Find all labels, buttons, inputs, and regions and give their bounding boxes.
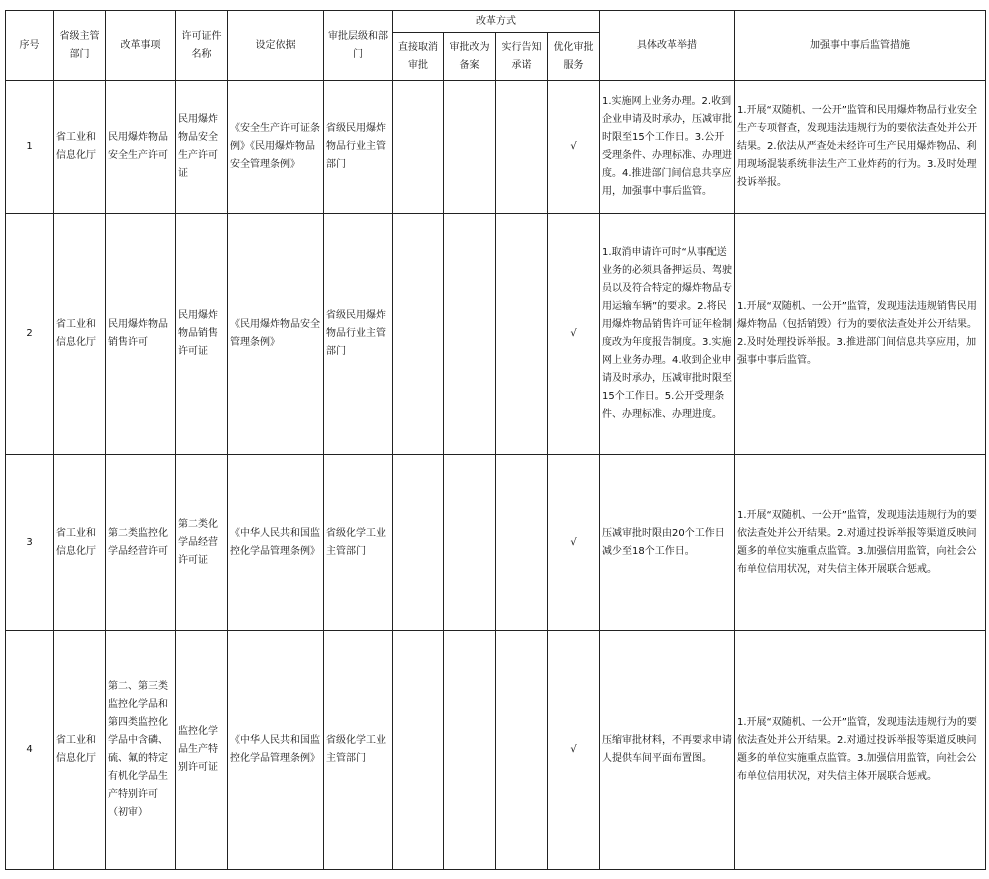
cell-cert: 民用爆炸物品销售许可证 (176, 214, 228, 455)
cell-method-optimize-check: √ (548, 81, 600, 214)
table-row (6, 455, 986, 631)
cell-level: 省级化学工业主管部门 (324, 455, 393, 631)
cell-measures: 压减审批时限由20个工作日减少至18个工作日。 (600, 455, 735, 631)
header-item: 改革事项 (106, 11, 176, 81)
header-method-optimize: 优化审批服务 (548, 33, 600, 81)
header-dept: 省级主管部门 (54, 11, 106, 81)
cell-level: 省级民用爆炸物品行业主管部门 (324, 81, 393, 214)
cell-method-optimize-check: √ (548, 214, 600, 455)
cell-basis: 《中华人民共和国监控化学品管理条例》 (228, 455, 324, 631)
cell-dept: 省工业和信息化厅 (54, 214, 106, 455)
cell-seq: 4 (6, 631, 54, 870)
cell-supervision: 1.开展“双随机、一公开”监管，发现违法违规行为的要依法查处并公开结果。2.对通过投诉举报等渠道反映问题多的单位实施重点监管。3.加强信用监管，向社会公布单位信用状况，对失信主体开展联合惩戒。 (735, 631, 986, 870)
cell-seq: 2 (6, 214, 54, 455)
cell-measures: 1.取消申请许可时“从事配送业务的必须具备押运员、驾驶员以及符合特定的爆炸物品专用运输车辆”的要求。2.将民用爆炸物品销售许可证年检制度改为年度报告制度。3.实施网上业务办理。4.收到企业申请及时承办，压减审批时限至15个工作日。5.公开受理条件、办理标准、办理进度。 (600, 214, 735, 455)
cell-method-cancel (393, 81, 444, 214)
header-supervision: 加强事中事后监管措施 (735, 11, 986, 81)
cell-method-optimize-check: √ (548, 455, 600, 631)
cell-cert: 监控化学品生产特别许可证 (176, 631, 228, 870)
header-method-cancel: 直接取消审批 (393, 33, 444, 81)
cell-method-commitment (496, 81, 548, 214)
cell-method-commitment (496, 214, 548, 455)
header-cert: 许可证件名称 (176, 11, 228, 81)
cell-measures: 1.实施网上业务办理。2.收到企业申请及时承办，压减审批时限至15个工作日。3.公开受理条件、办理标准、办理进度。4.推进部门间信息共享应用，加强事中事后监管。 (600, 81, 735, 214)
cell-dept: 省工业和信息化厅 (54, 455, 106, 631)
cell-basis: 《中华人民共和国监控化学品管理条例》 (228, 631, 324, 870)
cell-item: 民用爆炸物品销售许可 (106, 214, 176, 455)
cell-method-commitment (496, 631, 548, 870)
table-row (6, 214, 986, 455)
cell-method-commitment (496, 455, 548, 631)
cell-seq: 3 (6, 455, 54, 631)
cell-method-filing (444, 631, 496, 870)
cell-cert: 第二类化学品经营许可证 (176, 455, 228, 631)
header-method-commitment: 实行告知承诺 (496, 33, 548, 81)
header-seq: 序号 (6, 11, 54, 81)
cell-basis: 《民用爆炸物品安全管理条例》 (228, 214, 324, 455)
cell-supervision: 1.开展“双随机、一公开”监管，发现违法违规销售民用爆炸物品（包括销毁）行为的要依法查处并公开结果。2.及时处理投诉举报。3.推进部门间信息共享应用，加强事中事后监管。 (735, 214, 986, 455)
cell-method-cancel (393, 455, 444, 631)
cell-item: 第二、第三类监控化学品和第四类监控化学品中含磷、硫、氟的特定有机化学品生产特别许可（初审） (106, 631, 176, 870)
header-basis: 设定依据 (228, 11, 324, 81)
header-reform-method: 改革方式 (393, 11, 600, 33)
cell-basis: 《安全生产许可证条例》《民用爆炸物品安全管理条例》 (228, 81, 324, 214)
cell-dept: 省工业和信息化厅 (54, 631, 106, 870)
cell-method-filing (444, 81, 496, 214)
cell-level: 省级化学工业主管部门 (324, 631, 393, 870)
header-method-filing: 审批改为备案 (444, 33, 496, 81)
cell-level: 省级民用爆炸物品行业主管部门 (324, 214, 393, 455)
header-measures: 具体改革举措 (600, 11, 735, 81)
cell-cert: 民用爆炸物品安全生产许可证 (176, 81, 228, 214)
table-row (6, 81, 986, 214)
cell-measures: 压缩审批材料，不再要求申请人提供车间平面布置图。 (600, 631, 735, 870)
header-row-top (6, 11, 986, 33)
cell-method-filing (444, 214, 496, 455)
cell-seq: 1 (6, 81, 54, 214)
cell-item: 第二类监控化学品经营许可 (106, 455, 176, 631)
cell-item: 民用爆炸物品安全生产许可 (106, 81, 176, 214)
cell-method-optimize-check: √ (548, 631, 600, 870)
table-row (6, 631, 986, 870)
reform-table (5, 10, 986, 870)
cell-dept: 省工业和信息化厅 (54, 81, 106, 214)
cell-method-filing (444, 455, 496, 631)
cell-supervision: 1.开展“双随机、一公开”监管和民用爆炸物品行业安全生产专项督查，发现违法违规行为的要依法查处并公开结果。2.依法从严查处未经许可生产民用爆炸物品、利用现场混装系统非法生产工业炸药的行为。3.及时处理投诉举报。 (735, 81, 986, 214)
cell-method-cancel (393, 631, 444, 870)
header-level: 审批层级和部门 (324, 11, 393, 81)
cell-supervision: 1.开展“双随机、一公开”监管，发现违法违规行为的要依法查处并公开结果。2.对通过投诉举报等渠道反映问题多的单位实施重点监管。3.加强信用监管，向社会公布单位信用状况，对失信主体开展联合惩戒。 (735, 455, 986, 631)
cell-method-cancel (393, 214, 444, 455)
